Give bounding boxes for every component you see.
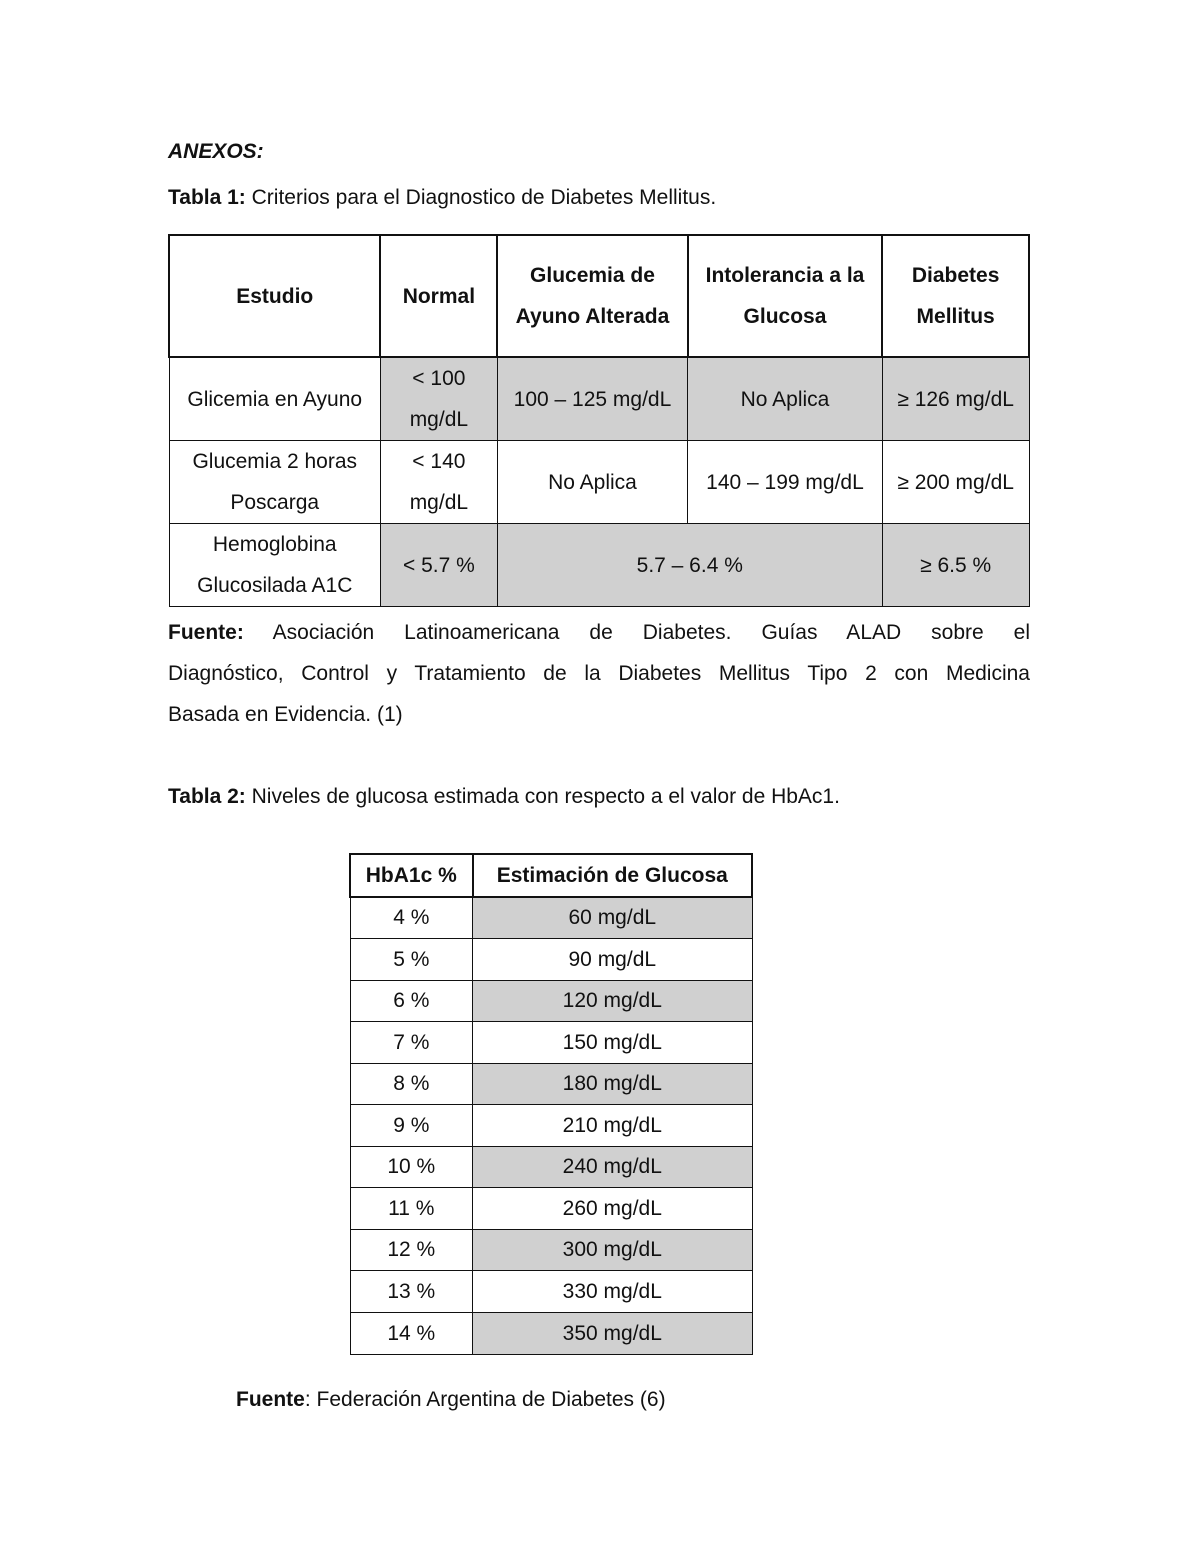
table-row (350, 1021, 752, 1063)
cell-hba1c: 5 % (350, 938, 473, 980)
table2-caption-text: Niveles de glucosa estimada con respecto a el valor de HbAc1. (245, 785, 840, 808)
cell-glucosa: 150 mg/dL (473, 1021, 752, 1063)
cell-hba1c: 4 % (350, 897, 473, 938)
table1-caption-label: Tabla 1: (168, 186, 246, 209)
table-row (350, 1270, 752, 1312)
cell-estudio: Hemoglobina Glucosilada A1C (169, 524, 380, 607)
table1-source-text-1: Asociación Latinoamericana de Diabetes. Guías ALAD sobre el (243, 621, 1030, 644)
cell-glucosa: 330 mg/dL (473, 1270, 752, 1312)
table-row (350, 938, 752, 980)
cell-hba1c: 10 % (350, 1146, 473, 1187)
table1-caption (168, 186, 716, 210)
table1-source-line-2: Diagnóstico, Control y Tratamiento de la Diabetes Mellitus Tipo 2 con Medicina (168, 662, 1030, 685)
cell-hba1c: 11 % (350, 1187, 473, 1229)
cell-glucosa: 120 mg/dL (473, 980, 752, 1021)
cell-intolerancia: No Aplica (688, 357, 883, 441)
table1-source-line-1 (168, 612, 1030, 653)
cell-glucosa: 240 mg/dL (473, 1146, 752, 1187)
cell-hba1c: 14 % (350, 1312, 473, 1354)
cell-glucosa: 60 mg/dL (473, 897, 752, 938)
cell-hba1c: 12 % (350, 1229, 473, 1270)
cell-merged-range: 5.7 – 6.4 % (497, 524, 882, 607)
cell-normal: < 100 mg/dL (380, 357, 497, 441)
table1-caption-text: Criterios para el Diagnostico de Diabetes Mellitus. (245, 186, 717, 209)
header-intolerancia-glucosa: Intolerancia a la Glucosa (688, 235, 883, 357)
table-row (169, 357, 1029, 441)
table2-caption (168, 785, 840, 809)
cell-hba1c: 6 % (350, 980, 473, 1021)
cell-hba1c: 7 % (350, 1021, 473, 1063)
cell-diabetes: ≥ 6.5 % (882, 524, 1029, 607)
cell-diabetes: ≥ 126 mg/dL (882, 357, 1029, 441)
header-hba1c: HbA1c % (350, 854, 473, 897)
table-row (169, 524, 1029, 607)
table2-source-label: Fuente (236, 1388, 305, 1411)
header-estimacion-glucosa: Estimación de Glucosa (473, 854, 752, 897)
table-row (350, 897, 752, 938)
table-row (169, 441, 1029, 524)
table2-source-text: : Federación Argentina de Diabetes (6) (304, 1388, 666, 1411)
table-row (350, 1146, 752, 1187)
cell-normal: < 5.7 % (380, 524, 497, 607)
cell-ayuno: No Aplica (497, 441, 687, 524)
cell-glucosa: 300 mg/dL (473, 1229, 752, 1270)
table2-caption-label: Tabla 2: (168, 785, 246, 808)
cell-hba1c: 9 % (350, 1104, 473, 1146)
cell-intolerancia: 140 – 199 mg/dL (688, 441, 883, 524)
cell-glucosa: 260 mg/dL (473, 1187, 752, 1229)
cell-ayuno: 100 – 125 mg/dL (497, 357, 687, 441)
cell-hba1c: 13 % (350, 1270, 473, 1312)
header-diabetes-mellitus: Diabetes Mellitus (882, 235, 1029, 357)
table-row (350, 980, 752, 1021)
cell-normal: < 140 mg/dL (380, 441, 497, 524)
header-estudio: Estudio (169, 235, 380, 357)
page-heading: ANEXOS: (168, 140, 264, 163)
cell-glucosa: 350 mg/dL (473, 1312, 752, 1354)
table1-source (168, 612, 1030, 735)
table-row (350, 1187, 752, 1229)
table1-source-label: Fuente: (168, 621, 244, 644)
table-header-row (169, 235, 1029, 357)
table-header-row (350, 854, 752, 897)
header-normal: Normal (380, 235, 497, 357)
cell-estudio: Glucemia 2 horas Poscarga (169, 441, 380, 524)
table-row (350, 1104, 752, 1146)
header-glucemia-ayuno-alterada: Glucemia de Ayuno Alterada (497, 235, 687, 357)
diagnosis-criteria-table (168, 234, 1030, 607)
cell-glucosa: 90 mg/dL (473, 938, 752, 980)
hba1c-glucose-table (349, 853, 753, 1355)
table1-source-line-3: Basada en Evidencia. (1) (168, 703, 403, 726)
cell-estudio: Glicemia en Ayuno (169, 357, 380, 441)
table-row (350, 1063, 752, 1104)
table-row (350, 1229, 752, 1270)
cell-hba1c: 8 % (350, 1063, 473, 1104)
cell-glucosa: 180 mg/dL (473, 1063, 752, 1104)
cell-glucosa: 210 mg/dL (473, 1104, 752, 1146)
table2-source (236, 1388, 666, 1412)
table-row (350, 1312, 752, 1354)
cell-diabetes: ≥ 200 mg/dL (882, 441, 1029, 524)
